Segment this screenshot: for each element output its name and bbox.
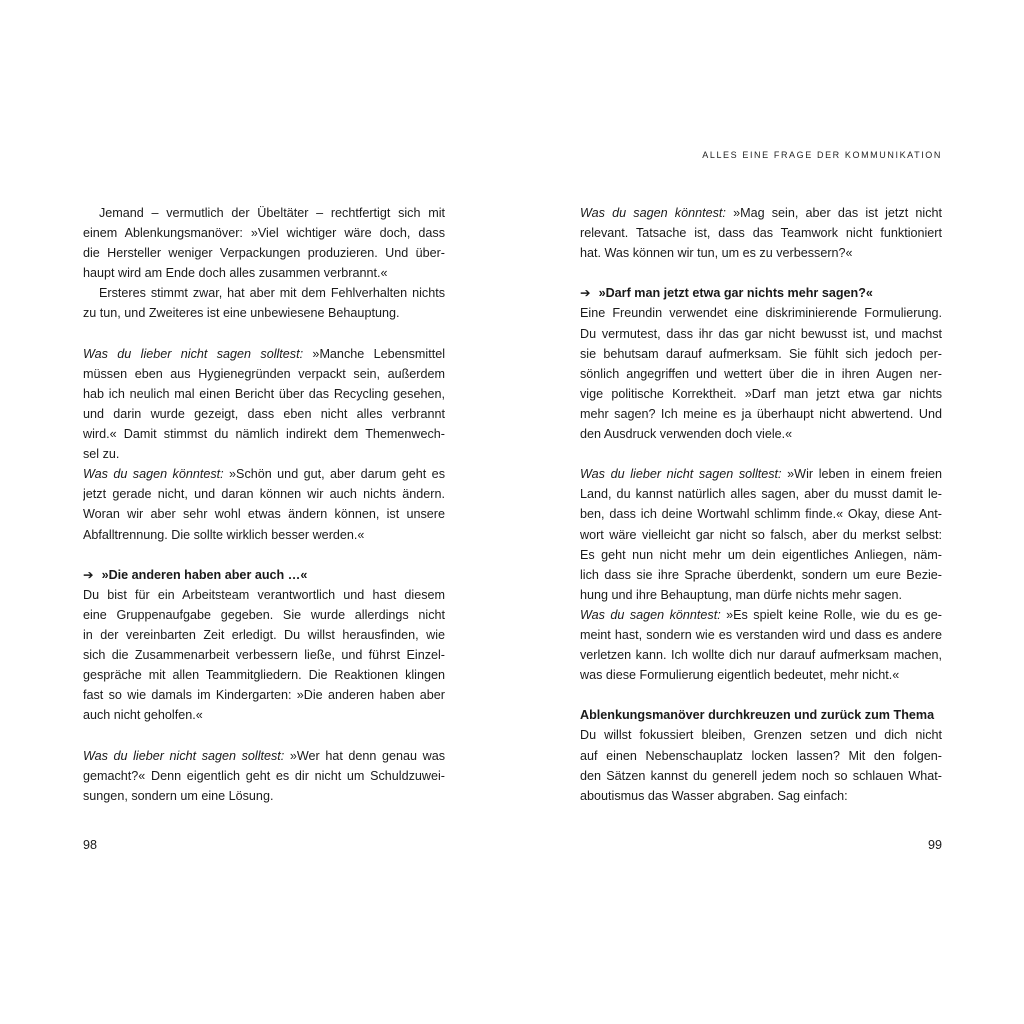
text-line: wort wäre vielleicht gar nicht so falsch, aber du merkst selbst:: [580, 527, 942, 542]
text-line: und darin wurde gezeigt, dass eben nicht alles verbrannt: [83, 406, 445, 421]
section-heading: [580, 283, 942, 303]
text-line: mehr sagen? Ich meine es ja überhaupt nicht abwertend. Und: [580, 406, 942, 421]
text-line: die Hersteller weniger Verpackungen produzieren. Und über-: [83, 246, 445, 261]
text-line: gemacht?« Denn eigentlich geht es dir nicht um Schuldzuwei-: [83, 768, 445, 783]
text-run: »Schön und gut, aber darum geht es: [223, 467, 445, 482]
text-line: wird.« Damit stimmst du nämlich indirekt dem Themenwech-: [83, 427, 445, 442]
heading-text: »Darf man jetzt etwa gar nichts mehr sagen?«: [598, 286, 873, 301]
text-run: »Wir leben in einem freien: [781, 467, 942, 482]
arrow-right-icon: ➔: [580, 286, 591, 301]
text-line: Abfalltrennung. Die sollte wirklich besser werden.«: [83, 527, 365, 542]
text-line: aboutismus das Wasser abgraben. Sag einfach:: [580, 788, 848, 803]
label-could-say: Was du sagen könntest:: [83, 467, 224, 482]
text-line: zu tun, und Zweiteres ist eine unbewiesene Behauptung.: [83, 306, 400, 321]
text-line: den Ausdruck verwenden doch viele.«: [580, 427, 793, 442]
text-line: verletzen kann. Ich wollte dich nur darauf aufmerksam machen,: [580, 648, 942, 663]
text-line: vige politische Korrektheit. »Darf man jetzt etwa gar nichts: [580, 386, 942, 401]
text-line: lich dass sie ihre Sprache überdenkt, sondern um eure Bezie-: [580, 567, 942, 582]
text-line: hat. Was können wir tun, um es zu verbessern?«: [580, 246, 853, 261]
text-line: einem Ablenkungsmanöver: »Viel wichtiger wäre doch, dass: [83, 226, 445, 241]
text-line: haupt wird am Ende doch alles zusammen verbrannt.«: [83, 266, 388, 281]
text-line: jetzt gerade nicht, und daran können wir auch nichts ändern.: [83, 487, 445, 502]
text-line: in der vereinbarten Zeit erledigt. Du willst herausfinden, wie: [83, 627, 445, 642]
text-line: Es geht nun nicht mehr um dein eigentliches Anliegen, näm-: [580, 547, 942, 562]
section-heading: [83, 565, 445, 585]
text-line: relevant. Tatsache ist, dass das Teamwork nicht funktioniert: [580, 226, 942, 241]
text-line: sel zu.: [83, 447, 120, 462]
text-line: meint hast, sondern wie es verstanden wird und dass es andere: [580, 627, 942, 642]
text-line: hab ich neulich mal einen Bericht über das Recycling gesehen,: [83, 386, 445, 401]
text-line: was diese Formulierung eigentlich bedeutet, mehr nicht.«: [580, 668, 900, 683]
left-page: [83, 203, 445, 806]
page-number: 99: [927, 838, 942, 852]
text-line: auf einen Nebenschauplatz locken lassen? Mit den folgen-: [580, 748, 942, 763]
text-line: [580, 605, 942, 625]
text-line: Jemand – vermutlich der Übeltäter – rechtfertigt sich mit: [99, 206, 445, 220]
text-line: [83, 464, 445, 484]
text-line: sungen, sondern um eine Lösung.: [83, 788, 274, 803]
text-line: Woran wir aber sehr wohl etwas ändern können, ist unsere: [83, 507, 445, 522]
text-line: Land, du kannst natürlich alles sagen, aber du musst damit le-: [580, 487, 942, 502]
text-line: [83, 344, 445, 364]
label-dont-say: Was du lieber nicht sagen solltest:: [83, 748, 285, 763]
text-line: Eine Freundin verwendet eine diskriminierende Formulierung.: [580, 306, 942, 321]
text-line: fast so wie damals im Kindergarten: »Die anderen haben aber: [83, 688, 445, 703]
running-head: ALLES EINE FRAGE DER KOMMUNIKATION: [702, 150, 942, 160]
text-line: den Sätzen kannst du generell jedem noch so schlauen What-: [580, 768, 942, 783]
text-run: »Manche Lebensmittel: [303, 346, 445, 361]
label-dont-say: Was du lieber nicht sagen solltest:: [580, 467, 782, 482]
text-line: Du vermutest, dass ihr das gar nicht bewusst ist, und machst: [580, 326, 942, 341]
section-heading: Ablenkungsmanöver durchkreuzen und zurück zum Thema: [580, 708, 935, 723]
text-run: »Wer hat denn genau was: [284, 748, 445, 763]
text-line: auch nicht geholfen.«: [83, 708, 203, 723]
text-line: gespräche mit allen Teammitgliedern. Die Reaktionen klingen: [83, 668, 445, 683]
right-page: [580, 203, 942, 806]
text-run: »Mag sein, aber das ist jetzt nicht: [725, 206, 942, 220]
text-line: eine Gruppenaufgabe gegeben. Sie wurde allerdings nicht: [83, 607, 445, 622]
text-run: »Es spielt keine Rolle, wie du es ge-: [720, 607, 942, 622]
text-line: sich die Zusammenarbeit verbessern ließe, und führst Einzel-: [83, 648, 445, 663]
text-line: Du willst fokussiert bleiben, Grenzen setzen und dich nicht: [580, 728, 942, 743]
text-line: ben, dass ich deine Wortwahl schlimm finde.« Okay, diese Ant-: [580, 507, 942, 522]
heading-text: »Die anderen haben aber auch …«: [101, 567, 308, 582]
label-dont-say: Was du lieber nicht sagen solltest:: [83, 346, 304, 361]
page-number: 98: [83, 838, 98, 852]
text-line: sie behutsam darauf aufmerksam. Sie fühlt sich jedoch per-: [580, 346, 942, 361]
text-line: müssen eben aus Hygienegründen verpackt sein, außerdem: [83, 366, 445, 381]
text-line: Ersteres stimmt zwar, hat aber mit dem Fehlverhalten nichts: [99, 286, 445, 301]
text-line: [580, 203, 942, 223]
text-line: Du bist für ein Arbeitsteam verantwortlich und hast diesem: [83, 587, 445, 602]
arrow-right-icon: ➔: [83, 567, 94, 582]
text-line: hung und ihre Behauptung, man dürfe nichts mehr sagen.: [580, 587, 903, 602]
text-line: [580, 464, 942, 484]
label-could-say: Was du sagen könntest:: [580, 206, 726, 220]
text-line: [83, 746, 445, 766]
label-could-say: Was du sagen könntest:: [580, 607, 721, 622]
text-line: sönlich angegriffen und wettert über die in ihren Augen ner-: [580, 366, 942, 381]
